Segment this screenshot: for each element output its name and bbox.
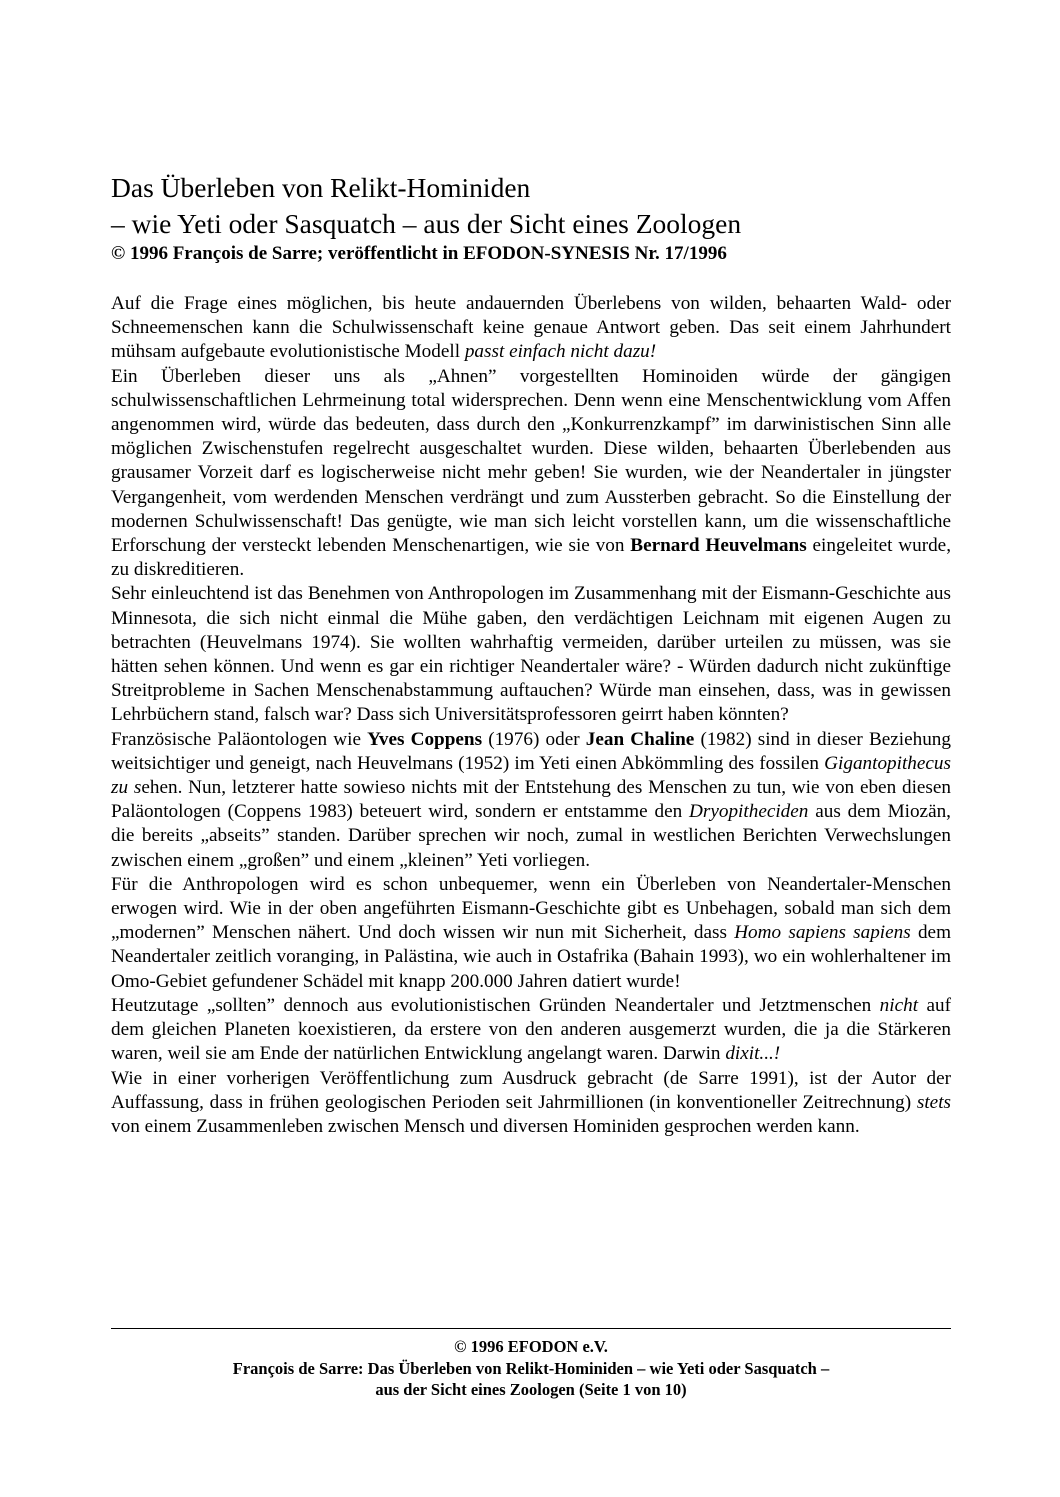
- paragraph-text: Ein Überleben dieser uns als „Ahnen” vorgestellten Hominoiden würde der gängigen schulwissenschaftlichen Lehrmeinung total widersprechen. Denn wenn eine Menschentwicklung vom Affen angenommen wird, würde das bedeuten, dass durch den „Konkurrenzkampf” im darwinistischen Sinn alle möglichen Zwischenstufen regelrecht ausgeschaltet wurden. Diese wilden, behaarten Überlebenden aus grausamer Vorzeit darf es logischerweise nicht mehr geben! Sie wurden, wie der Neandertaler in jüngster Vergangenheit, vom werdenden Menschen verdrängt und zum Aussterben gebracht. So die Einstellung der modernen Schulwissenschaft! Das genügte, wie man sich leicht vorstellen kann, um die wissenschaftliche Erforschung der versteckt lebenden Menschenartigen, wie sie von: [111, 365, 951, 557]
- paragraph-text: Heutzutage „sollten” dennoch aus evolutionistischen Gründen Neandertaler und Jetztmenschen: [111, 994, 880, 1016]
- title-line-1: Das Überleben von Relikt-Hominiden: [111, 172, 531, 203]
- footer-citation-line-1: François de Sarre: Das Überleben von Relikt-Hominiden – wie Yeti oder Sasquatch –: [232, 1358, 830, 1378]
- paragraph-2: [111, 365, 951, 583]
- emphasis-text: Homo sapiens sapiens: [734, 922, 911, 944]
- emphasis-text: dixit...!: [725, 1043, 781, 1065]
- page-footer: [111, 1336, 951, 1401]
- emphasis-text: Gigantopithecus zu s: [111, 752, 951, 799]
- footer-copyright: © 1996 EFODON e.V.: [454, 1337, 608, 1356]
- paragraph-4: [111, 728, 951, 873]
- paragraph-text: Französische Paläontologen wie: [111, 728, 368, 750]
- author-name: Bernard Heuvelmans: [630, 535, 807, 557]
- paragraph-text: (1976) oder: [482, 728, 586, 750]
- emphasis-text: nicht: [879, 994, 919, 1016]
- paragraph-1: [111, 292, 951, 365]
- article-body: [111, 292, 951, 1139]
- paragraph-7: [111, 1067, 951, 1140]
- emphasis-text: Dryopitheciden: [689, 801, 809, 823]
- author-name: Yves Coppens: [367, 728, 483, 750]
- title-line-2: – wie Yeti oder Sasquatch – aus der Sicht eines Zoologen: [111, 208, 742, 239]
- paragraph-6: [111, 994, 951, 1067]
- paragraph-text: Sehr einleuchtend ist das Benehmen von Anthropologen im Zusammenhang mit der Eismann-Geschichte aus Minnesota, die sich nicht einmal die Mühe gaben, den verdächtigen Leichnam mit eigenen Augen zu betrachten (Heuvelmans 1974). Sie wollten wahrhaftig vermeiden, darüber urteilen zu müssen, was sie hätten sehen können. Und wenn es gar ein richtiger Neandertaler wäre? - Würden dadurch nicht zukünftige Streitprobleme in Sachen Menschenabstammung auftauchen? Würde man einsehen, dass, was in gewissen Lehrbüchern stand, falsch war? Dass sich Universitätsprofessoren geirrt haben könnten?: [111, 583, 951, 726]
- paragraph-text: ehen. Nun, letzterer hatte sowieso nichts mit der Entstehung des Menschen zu tun, wie von eben diesen Paläontologen (Coppens 1983) beteuert wird, sondern er entstamme den: [111, 777, 951, 823]
- footer-citation-line-2: aus der Sicht eines Zoologen (Seite 1 von 10): [375, 1380, 687, 1399]
- paragraph-text: dem Neandertaler zeitlich voranging, in Palästina, wie auch in Ostafrika (Bahain 1993), wo ein wohlerhaltener im Omo-Gebiet gefundener Schädel mit knapp 200.000 Jahren datiert wurde!: [111, 922, 951, 992]
- paragraph-text: auf dem gleichen Planeten koexistieren, da erstere von den anderen ausgemerzt wurden, die ja die Stärkeren waren, weil sie am Ende der natürlichen Entwicklung angelangt waren. Darwin: [111, 994, 951, 1065]
- emphasis-text: passt einfach nicht dazu!: [464, 341, 657, 363]
- author-name: Jean Chaline: [585, 728, 695, 750]
- copyright-line: © 1996 François de Sarre; veröffentlicht in EFODON-SYNESIS Nr. 17/1996: [111, 243, 727, 264]
- document-title: [111, 170, 951, 242]
- paragraph-text: Auf die Frage eines möglichen, bis heute andauernden Überlebens von wilden, behaarten Wald- oder Schneemenschen kann die Schulwissenschaft keine genaue Antwort geben. Das seit einem Jahrhundert mühsam aufgebaute evolutionistische Modell: [111, 293, 951, 363]
- paragraph-3: [111, 582, 951, 727]
- emphasis-text: stets: [916, 1091, 951, 1113]
- paragraph-text: Für die Anthropologen wird es schon unbequemer, wenn ein Überleben von Neandertaler-Menschen erwogen wird. Wie in der oben angeführten Eismann-Geschichte gibt es Unbehagen, sobald man sich dem „modernen” Menschen nähert. Und doch wissen wir nun mit Sicherheit, dass: [111, 873, 951, 944]
- paragraph-text: von einem Zusammenleben zwischen Mensch und diversen Hominiden gesprochen werden kann.: [111, 1115, 860, 1137]
- footer-divider: [111, 1328, 951, 1329]
- paragraph-text: aus dem Miozän, die bereits „abseits” standen. Darüber sprechen wir noch, zumal in westlichen Berichten Verwechslungen zwischen einem „großen” und einem „kleinen” Yeti vorliegen.: [111, 801, 951, 871]
- paragraph-text: (1982) sind in dieser Beziehung weitsichtiger und geneigt, nach Heuvelmans (1952) im Yeti einen Abkömmling des fossilen: [111, 728, 951, 774]
- paragraph-text: Wie in einer vorherigen Veröffentlichung zum Ausdruck gebracht (de Sarre 1991), ist der Autor der Auffassung, dass in frühen geologischen Perioden seit Jahrmillionen (in konventioneller Zeitrechnung): [111, 1067, 951, 1113]
- paragraph-text: eingeleitet wurde, zu diskreditieren.: [111, 535, 951, 581]
- paragraph-5: [111, 873, 951, 994]
